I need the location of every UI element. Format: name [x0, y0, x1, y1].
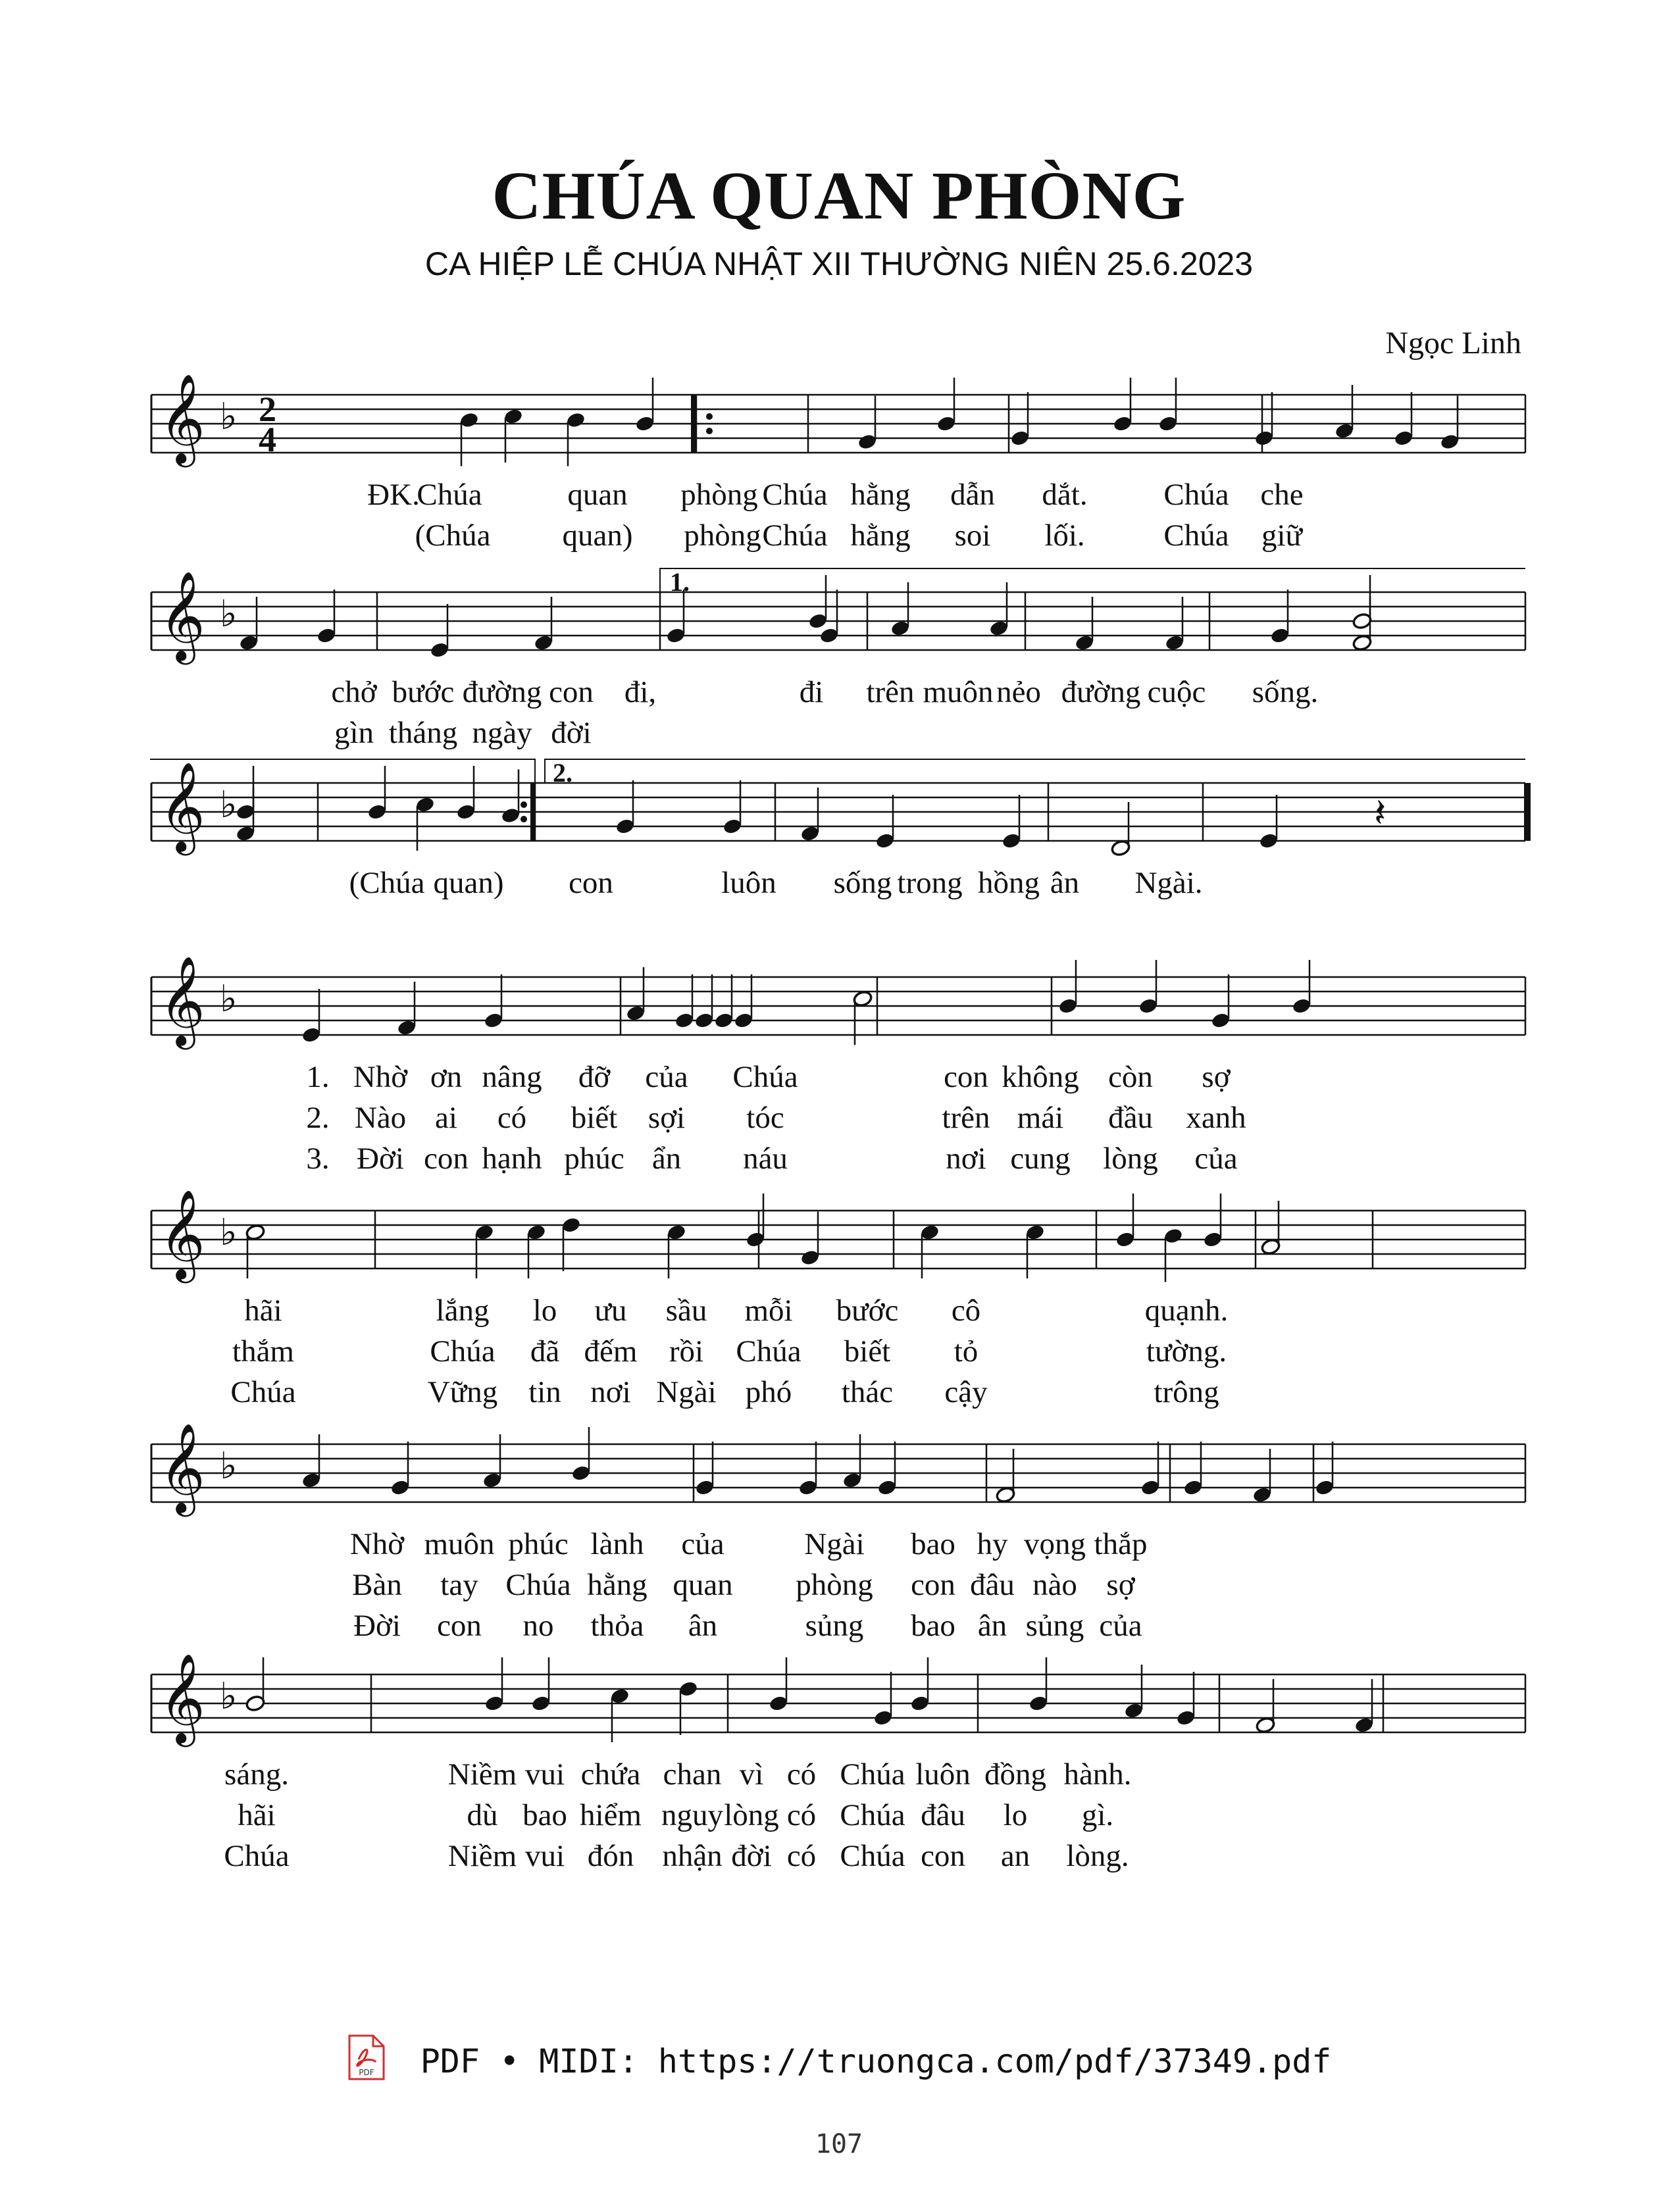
lyric-syllable: mái	[1017, 1101, 1064, 1135]
lyric-syllable: tay	[440, 1568, 478, 1602]
lyric-syllable: lòng.	[1066, 1839, 1129, 1873]
lyric-syllable: tỏ	[953, 1334, 979, 1369]
lyric-syllable: hạnh	[482, 1142, 542, 1176]
lyric-syllable: giữ	[1261, 518, 1303, 553]
lyric-syllable: bao	[911, 1609, 955, 1643]
lyric-syllable: sợ	[1202, 1060, 1231, 1094]
lyric-syllable: cậy	[944, 1375, 988, 1409]
lyric-syllable: sáng.	[224, 1757, 289, 1792]
flat-key-signature-icon: ♭	[220, 1445, 238, 1488]
final-bar-line	[1524, 783, 1531, 841]
lyric-syllable: Chúa	[224, 1839, 290, 1873]
lyric-syllable: cô	[951, 1294, 981, 1328]
lyric-syllable: nơi	[590, 1375, 631, 1409]
lyric-syllable: gìn	[334, 716, 374, 750]
page-number: 107	[815, 2129, 863, 2159]
lyric-syllable: đâu	[970, 1568, 1015, 1602]
lyric-syllable: rồi	[669, 1334, 704, 1369]
lyric-syllable: Chúa	[762, 518, 828, 553]
lyric-syllable: có	[497, 1101, 527, 1135]
first-ending-label: 1.	[670, 567, 690, 597]
lyric-syllable: thắm	[232, 1334, 294, 1369]
lyric-syllable: Chúa	[1163, 518, 1229, 553]
lyric-syllable: biết	[571, 1101, 618, 1135]
lyric-syllable: con	[437, 1609, 482, 1643]
lyric-line-1	[150, 865, 1532, 905]
lyric-line-3	[150, 1141, 1532, 1180]
lyric-syllable: tháng	[388, 716, 458, 750]
flat-key-signature-icon: ♭	[220, 1675, 238, 1718]
lyric-syllable: thắp	[1094, 1527, 1148, 1561]
time-signature-bottom: 4	[259, 420, 276, 459]
footer-text[interactable]: PDF • MIDI: https://truongca.com/pdf/37349.pdf	[420, 2042, 1332, 2080]
flat-key-signature-icon: ♭	[220, 593, 238, 636]
lyric-syllable: bao	[522, 1798, 567, 1832]
lyric-line-2	[150, 1334, 1532, 1373]
lyric-syllable: dẫn	[950, 478, 995, 512]
lyric-syllable: Chúa	[505, 1568, 571, 1602]
lyric-syllable: hành.	[1063, 1757, 1132, 1792]
lyric-syllable: con	[549, 675, 594, 709]
lyric-syllable: sống.	[1252, 675, 1319, 709]
lyric-syllable: Đời	[357, 1142, 404, 1176]
lyric-syllable: ân	[688, 1609, 718, 1643]
lyric-syllable: đời	[731, 1839, 772, 1873]
lyric-syllable: Chúa	[230, 1375, 296, 1409]
flat-key-signature-icon: ♭	[220, 978, 238, 1020]
lyric-syllable: ơn	[430, 1060, 463, 1094]
lyric-syllable: 1.	[306, 1060, 330, 1094]
lyric-syllable: Nhờ	[353, 1060, 408, 1094]
lyric-syllable: lo	[1003, 1798, 1028, 1832]
lyric-syllable: ân	[1050, 866, 1080, 900]
lyric-syllable: bước	[836, 1294, 899, 1328]
lyric-syllable: của	[681, 1527, 725, 1561]
lyric-syllable: no	[522, 1609, 554, 1643]
lyric-syllable: thác	[841, 1375, 894, 1409]
lyric-syllable: hy	[977, 1527, 1008, 1561]
lyric-line-3	[150, 1838, 1532, 1878]
treble-clef-icon: 𝄞	[159, 761, 205, 851]
lyric-syllable: Chúa	[417, 478, 482, 512]
lyric-syllable: đời	[551, 716, 592, 750]
lyric-syllable: hãi	[244, 1294, 282, 1328]
lyric-syllable: đường	[1061, 675, 1141, 709]
lyric-syllable: mỗi	[744, 1294, 793, 1328]
lyric-syllable: con	[944, 1060, 988, 1094]
lyric-line-3	[150, 1374, 1532, 1414]
lyric-syllable: đầu	[1108, 1101, 1153, 1135]
lyric-syllable: sủng	[805, 1609, 864, 1643]
lyric-syllable: đường	[462, 675, 542, 709]
lyric-line-1	[150, 1757, 1532, 1796]
lyric-syllable: Nào	[354, 1101, 407, 1135]
lyric-syllable: cung	[1010, 1142, 1071, 1176]
lyric-syllable: hằng	[850, 478, 911, 512]
lyric-syllable: lòng	[1103, 1142, 1158, 1176]
lyric-syllable: Bàn	[352, 1568, 402, 1602]
lyric-syllable: nhận	[662, 1839, 723, 1873]
lyric-syllable: ẩn	[651, 1142, 682, 1176]
lyric-line-1	[150, 477, 1532, 516]
lyric-syllable: chan	[663, 1757, 722, 1792]
lyric-syllable: phòng	[684, 518, 761, 553]
lyric-syllable: biết	[844, 1334, 891, 1369]
lyric-syllable: Nhờ	[349, 1527, 405, 1561]
lyric-syllable: sống	[833, 866, 892, 900]
lyric-syllable: còn	[1108, 1060, 1153, 1094]
lyric-syllable: vì	[739, 1757, 764, 1792]
lyric-syllable: nơi	[946, 1142, 986, 1176]
lyric-syllable: đón	[587, 1839, 634, 1873]
treble-clef-icon: 𝄞	[159, 1188, 205, 1279]
song-subtitle: CA HIỆP LỄ CHÚA NHẬT XII THƯỜNG NIÊN 25.6.2023	[424, 245, 1254, 282]
song-title: CHÚA QUAN PHÒNG	[492, 158, 1186, 234]
lyric-syllable: đi,	[624, 675, 657, 709]
lyric-syllable: đã	[530, 1334, 560, 1369]
lyric-syllable: quan	[567, 478, 628, 512]
lyric-syllable: hằng	[587, 1568, 648, 1602]
lyric-line-3	[150, 1608, 1532, 1647]
lyric-syllable: đồng	[984, 1757, 1046, 1792]
lyric-syllable: bao	[911, 1527, 955, 1561]
lyric-line-2	[150, 1100, 1532, 1140]
lyric-syllable: vui	[524, 1839, 565, 1873]
time-signature-top: 2	[259, 390, 276, 429]
lyric-syllable: Đời	[353, 1609, 401, 1643]
lyric-syllable: che	[1260, 478, 1304, 512]
lyric-syllable: lòng	[724, 1798, 779, 1832]
lyric-syllable: sầu	[665, 1294, 707, 1328]
lyric-syllable: náu	[743, 1142, 788, 1176]
lyric-syllable: lối.	[1044, 518, 1085, 553]
lyric-syllable: lắng	[436, 1294, 490, 1328]
lyric-syllable: dắt.	[1042, 478, 1088, 512]
lyric-syllable: xanh	[1186, 1101, 1246, 1135]
lyric-syllable: ĐK.	[367, 478, 420, 512]
lyric-syllable: Chúa	[840, 1798, 905, 1832]
lyric-syllable: Chúa	[732, 1060, 798, 1094]
second-ending-label: 2.	[553, 758, 572, 788]
lyric-syllable: không	[1002, 1060, 1079, 1094]
lyric-syllable: phúc	[564, 1142, 624, 1176]
lyric-syllable: thỏa	[590, 1609, 644, 1643]
treble-clef-icon: 𝄞	[159, 570, 205, 661]
lyric-syllable: trên	[942, 1101, 990, 1135]
lyric-syllable: đỡ	[578, 1060, 611, 1094]
flat-key-signature-icon: ♭	[220, 395, 238, 438]
pdf-file-icon	[347, 2033, 386, 2090]
lyric-line-1	[150, 1293, 1532, 1332]
lyric-syllable: của	[1194, 1142, 1238, 1176]
lyric-line-2	[150, 715, 1532, 755]
lyric-syllable: ai	[435, 1101, 457, 1135]
lyric-syllable: đâu	[921, 1798, 965, 1832]
lyric-syllable: con	[911, 1568, 955, 1602]
lyric-syllable: tường.	[1146, 1334, 1227, 1369]
lyric-syllable: Ngài.	[1134, 866, 1203, 900]
lyric-syllable: sợ	[1106, 1568, 1135, 1602]
lyric-syllable: ngày	[472, 716, 532, 750]
lyric-syllable: (Chúa	[415, 518, 491, 553]
lyric-syllable: phòng	[796, 1568, 873, 1602]
pdf-icon-label: PDF	[358, 2068, 374, 2077]
lyric-syllable: trên	[866, 675, 915, 709]
lyric-syllable: Chúa	[430, 1334, 496, 1369]
lyric-line-1	[150, 1526, 1532, 1566]
lyric-syllable: 3.	[306, 1142, 330, 1176]
lyric-syllable: tin	[528, 1375, 561, 1409]
lyric-syllable: Chúa	[840, 1757, 905, 1792]
lyric-syllable: luôn	[721, 866, 776, 900]
lyric-syllable: của	[1099, 1609, 1142, 1643]
lyric-line-1	[150, 674, 1532, 714]
lyric-syllable: quạnh.	[1144, 1294, 1229, 1328]
flat-key-signature-icon: ♭	[220, 1211, 238, 1254]
lyric-syllable: Chúa	[736, 1334, 801, 1369]
lyric-syllable: Chúa	[840, 1839, 905, 1873]
lyric-syllable: Chúa	[1163, 478, 1229, 512]
quarter-rest-icon: 𝄽	[1374, 790, 1386, 836]
lyric-syllable: ưu	[594, 1294, 627, 1328]
flat-key-signature-icon: ♭	[220, 784, 238, 826]
lyric-syllable: ân	[977, 1609, 1007, 1643]
lyric-syllable: con	[921, 1839, 965, 1873]
lyric-syllable: nguy	[661, 1798, 723, 1832]
treble-clef-icon: 𝄞	[159, 1652, 205, 1743]
lyric-syllable: luôn	[915, 1757, 971, 1792]
lyric-syllable: dù	[467, 1798, 498, 1832]
footer-link[interactable]	[0, 2033, 1678, 2090]
lyric-syllable: lo	[532, 1294, 557, 1328]
lyric-syllable: trông	[1154, 1375, 1219, 1409]
lyric-syllable: chở	[331, 675, 377, 709]
lyric-syllable: phòng	[680, 478, 758, 512]
lyric-syllable: phó	[745, 1375, 792, 1409]
lyric-syllable: Niềm	[447, 1757, 517, 1792]
lyric-syllable: an	[1000, 1839, 1030, 1873]
lyric-syllable: Ngài	[804, 1527, 865, 1561]
lyric-syllable: con	[569, 866, 613, 900]
lyric-syllable: Vững	[427, 1375, 498, 1409]
lyric-syllable: quan)	[433, 866, 504, 900]
lyric-syllable: soi	[954, 518, 991, 553]
lyric-syllable: quan	[673, 1568, 733, 1602]
lyric-syllable: phúc	[508, 1527, 569, 1561]
lyric-syllable: sợi	[648, 1101, 686, 1135]
lyric-syllable: quan)	[562, 518, 633, 553]
lyric-syllable: hằng	[850, 518, 911, 553]
composer-name: Ngọc Linh	[1385, 326, 1521, 361]
lyric-syllable: có	[786, 1757, 817, 1792]
lyric-syllable: của	[645, 1060, 688, 1094]
lyric-syllable: trong	[897, 866, 963, 900]
lyric-syllable: (Chúa	[349, 866, 425, 900]
lyric-syllable: gì.	[1081, 1798, 1114, 1832]
lyric-syllable: chứa	[580, 1757, 641, 1792]
lyric-syllable: đếm	[584, 1334, 638, 1369]
lyric-syllable: hãi	[238, 1798, 276, 1832]
treble-clef-icon: 𝄞	[159, 372, 205, 463]
lyric-line-1	[150, 1059, 1532, 1099]
treble-clef-icon: 𝄞	[159, 1422, 205, 1513]
lyric-syllable: cuộc	[1147, 675, 1206, 709]
lyric-line-2	[150, 518, 1532, 557]
lyric-syllable: nẻo	[996, 675, 1041, 709]
lyric-syllable: vọng	[1024, 1527, 1086, 1561]
lyric-syllable: con	[424, 1142, 469, 1176]
lyric-syllable: tóc	[746, 1101, 784, 1135]
lyric-syllable: Ngài	[656, 1375, 717, 1409]
lyric-syllable: nào	[1032, 1568, 1077, 1602]
lyric-syllable: hồng	[978, 866, 1040, 900]
lyric-syllable: lành	[590, 1527, 644, 1561]
lyric-line-2	[150, 1567, 1532, 1607]
lyric-syllable: Niềm	[447, 1839, 517, 1873]
lyric-syllable: có	[786, 1839, 817, 1873]
lyric-syllable: muôn	[424, 1527, 495, 1561]
lyric-syllable: Chúa	[762, 478, 828, 512]
lyric-syllable: vui	[524, 1757, 565, 1792]
treble-clef-icon: 𝄞	[159, 955, 205, 1045]
lyric-syllable: đi	[799, 675, 824, 709]
lyric-syllable: nâng	[482, 1060, 542, 1094]
lyric-syllable: sủng	[1025, 1609, 1084, 1643]
lyric-syllable: 2.	[306, 1101, 330, 1135]
lyric-syllable: muôn	[923, 675, 994, 709]
lyric-syllable: hiểm	[580, 1798, 642, 1832]
lyric-syllable: bước	[392, 675, 455, 709]
lyric-line-2	[150, 1797, 1532, 1837]
lyric-syllable: có	[786, 1798, 817, 1832]
